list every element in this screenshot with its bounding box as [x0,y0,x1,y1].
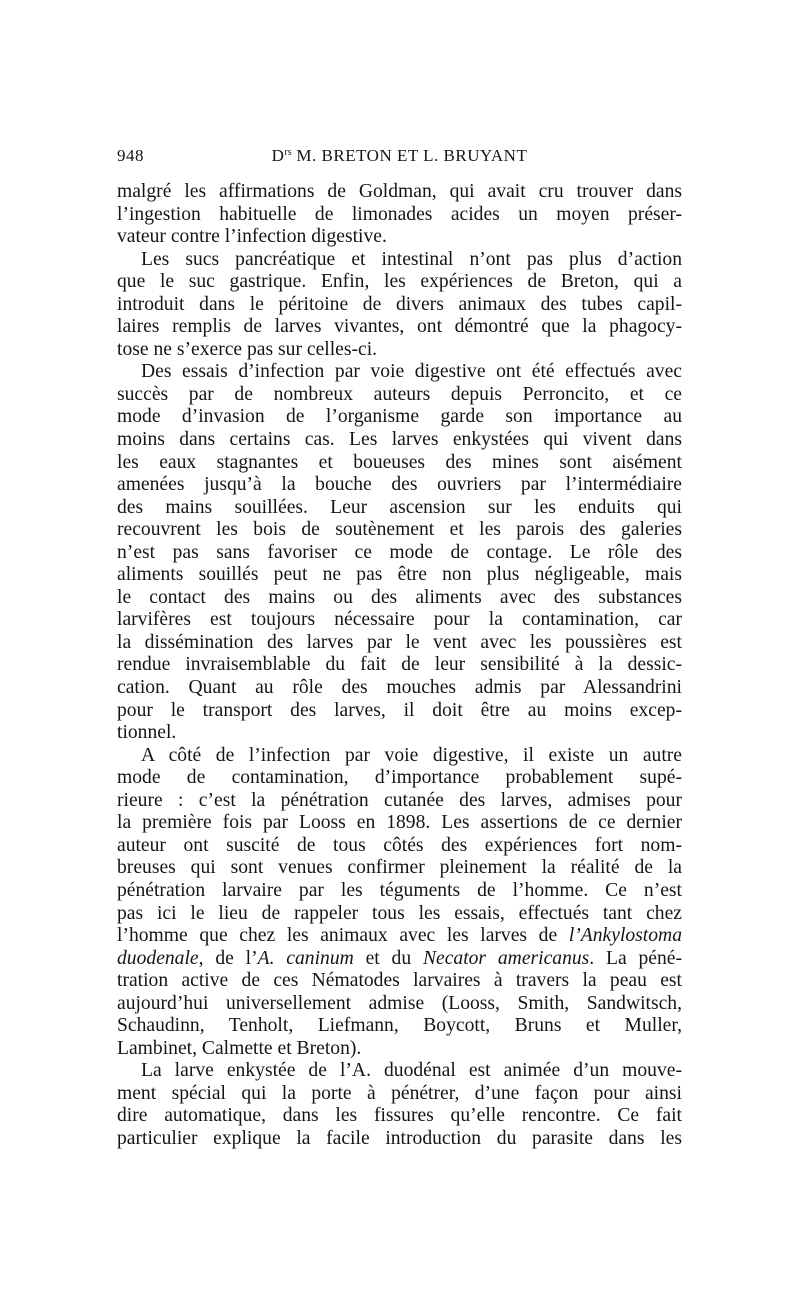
line-text: malgré les affirmations de Goldman, qui avait cru trouver dans [117,181,682,202]
line-text: tionnel. [117,722,177,744]
line-text: tose ne s’exerce pas sur celles-ci. [117,338,378,360]
body-text [117,181,682,1151]
text-line [117,271,682,294]
line-text: Des essais d’infection par voie digestive ont été effectués avec [141,361,682,383]
text-line [117,429,682,452]
text-line [117,497,682,520]
text-line [117,745,682,768]
text-line [117,880,682,903]
line-text: l’homme que chez les animaux avec les larves de [117,925,569,947]
line-text: rendue invraisemblable du fait de leur sensibilité à la dessic- [117,654,682,676]
line-text: vateur contre l’infection digestive. [117,226,387,248]
text-line [117,564,682,587]
text-line [117,609,682,632]
page-number: 948 [117,146,144,165]
line-text: auteur ont suscité de tous côtés des expériences fort nom- [117,834,682,856]
text-line [117,339,682,362]
line-text: les eaux stagnantes et boueuses des mines sont aisément [117,451,682,473]
line-text: cation. Quant au rôle des mouches admis par Alessandrini [117,677,682,699]
text-line [117,925,682,948]
line-text: recouvrent les bois de soutènement et les parois des galeries [117,519,682,541]
line-text: tration active de ces Nématodes larvaires à travers la peau est [117,970,682,992]
text-line [117,1105,682,1128]
text-line [117,294,682,317]
line-text: laires remplis de larves vivantes, ont démontré que la phagocy- [117,316,682,338]
running-head-authors [117,146,682,166]
line-text: amenées jusqu’à la bouche des ouvriers par l’intermédiaire [117,474,682,496]
text-line [117,632,682,655]
text-line [117,1015,682,1038]
line-text: A côté de l’infection par voie digestive, il existe un autre [141,744,682,766]
text-line [117,903,682,926]
italic-text: Necator americanus [422,947,590,969]
line-text: , de l’ [198,947,258,969]
line-text: des mains souillées. Leur ascension sur les enduits qui [117,496,682,518]
italic-text: duodenale [117,947,199,969]
text-line [117,587,682,610]
running-header [117,146,682,170]
line-text: la dissémination des larves par le vent avec les poussières est [117,631,682,653]
authors-superscript: rs [284,147,292,158]
text-line [117,654,682,677]
line-text: La larve enkystée de l’A. duodénal est animée d’un mouve- [141,1060,682,1082]
text-line [117,700,682,723]
line-text: . La péné- [589,947,682,969]
text-line [117,722,682,745]
line-text: Lambinet, Calmette et Breton). [117,1037,362,1059]
line-text: breuses qui sont venues confirmer pleinement la réalité de la [117,857,682,879]
line-text: pénétration larvaire par les téguments de l’homme. Ce n’est [117,879,682,901]
text-line [117,1128,682,1151]
line-text: n’est pas sans favoriser ce mode de contage. Le rôle des [117,541,682,563]
line-text: mode d’invasion de l’organisme garde son importance au [117,406,682,428]
line-text: larvifères est toujours nécessaire pour la contamination, car [117,609,682,631]
text-line [117,384,682,407]
line-text: le contact des mains ou des aliments avec des substances [117,586,682,608]
authors-prefix: D [271,146,285,165]
italic-text: A. caninum [257,947,354,969]
line-text: et du [353,947,423,969]
line-text: Schaudinn, Tenholt, Liefmann, Boycott, Bruns et Muller, [117,1015,682,1037]
line-text: succès par de nombreux auteurs depuis Perroncito, et ce [117,383,682,405]
line-text: que le suc gastrique. Enfin, les expériences de Breton, qui a [117,271,682,293]
line-text: moins dans certains cas. Les larves enkystées qui vivent dans [117,429,682,451]
line-text: pas ici le lieu de rappeler tous les essais, effectués tant chez [117,902,682,924]
text-line [117,812,682,835]
line-text: mode de contamination, d’importance probablement supé- [117,767,682,789]
authors-names: M. BRETON ET L. BRUYANT [291,146,528,165]
line-text: pour le transport des larves, il doit être au moins excep- [117,699,682,721]
text-line [117,970,682,993]
text-line [117,452,682,475]
text-line [117,857,682,880]
line-text: dire automatique, dans les fissures qu’elle rencontre. Ce fait [117,1105,682,1127]
line-text: particulier explique la facile introduction du parasite dans les [117,1127,682,1149]
line-text: rieure : c’est la pénétration cutanée des larves, admises pour [117,789,682,811]
text-line [117,406,682,429]
line-text: ment spécial qui la porte à pénétrer, d’une façon pour ainsi [117,1082,682,1104]
line-text: l’ingestion habituelle de limonades acides un moyen préser- [117,203,682,225]
text-line [117,677,682,700]
text-line [117,1083,682,1106]
text-line [117,835,682,858]
text-line [117,542,682,565]
text-line [117,204,682,227]
text-line [117,181,682,204]
text-line [117,790,682,813]
text-line [117,993,682,1016]
text-line [117,474,682,497]
text-line [117,316,682,339]
text-line [117,249,682,272]
line-text: Les sucs pancréatique et intestinal n’ont pas plus d’action [141,248,682,270]
text-line [117,1060,682,1083]
text-line [117,226,682,249]
text-line [117,948,682,971]
line-text: la première fois par Looss en 1898. Les assertions de ce dernier [117,812,682,834]
line-text: aujourd’hui universellement admise (Looss, Smith, Sandwitsch, [117,992,682,1014]
text-line [117,1038,682,1061]
text-line [117,767,682,790]
italic-text: l’Ankylostoma [568,925,682,947]
text-line [117,519,682,542]
text-line [117,361,682,384]
line-text: aliments souillés peut ne pas être non plus négligeable, mais [117,564,682,586]
line-text: introduit dans le péritoine de divers animaux des tubes capil- [117,293,682,315]
